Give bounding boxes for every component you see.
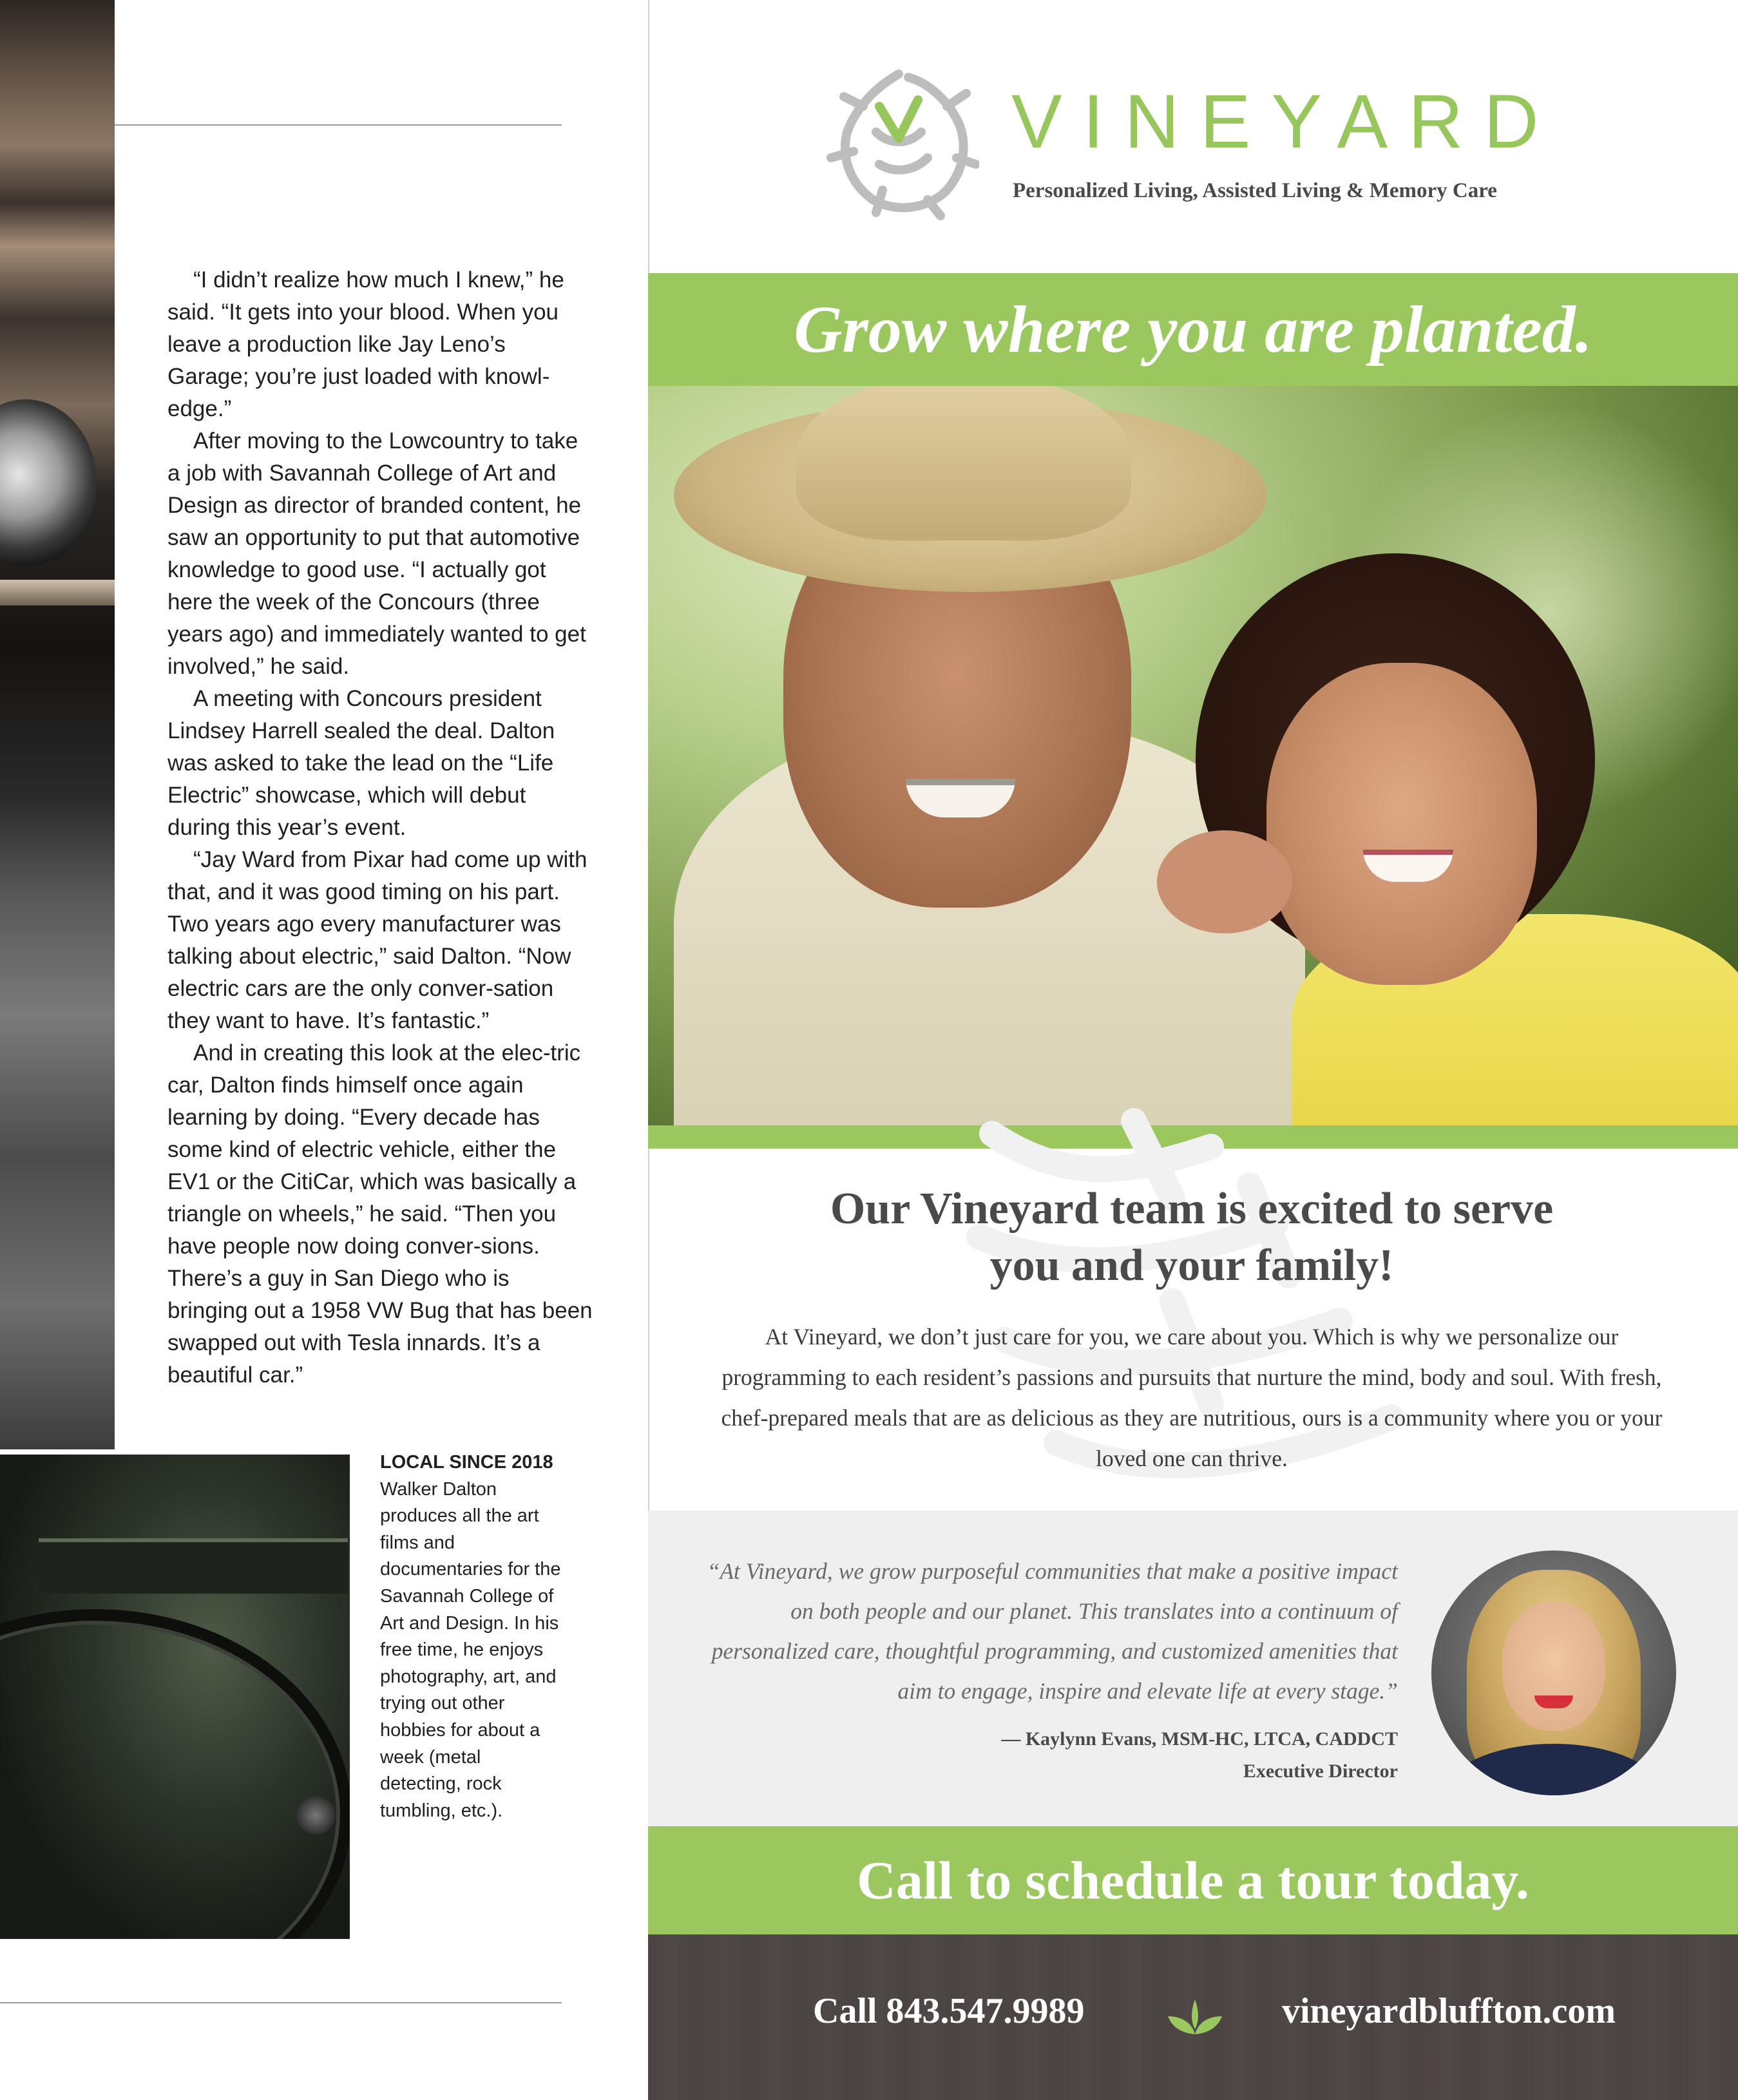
car-chrome-trim <box>0 580 115 606</box>
article-paragraph: After moving to the Lowcountry to take a job with Savannah College of Art and Design as director of branded content, he saw an opportunity to put that automotive knowledge to good use. “I actually got here the week of the Concours (three years ago) and immediately wanted to get involved,” he said. <box>167 428 586 679</box>
testimonial-attribution <box>837 1723 1398 1788</box>
testimonial-quote: “At Vineyard, we grow purposeful communities that make a positive impact on both people and our planet. This translates into a continuum of personalized care, thoughtful programming, and customized amenities that aim to engage, inspire and elevate life at every stage.” <box>707 1558 1398 1704</box>
couple-photo <box>648 386 1738 1125</box>
bottom-rule <box>0 2002 562 2003</box>
straw-hat-crown <box>796 386 1131 540</box>
leaf-sprout-icon <box>1163 1997 1227 2036</box>
article-paragraph: “Jay Ward from Pixar had come up with that, and it was good timing on his part. Two years ago every manufacturer was talking about electric,” said Dalton. “Now electric cars are the only conver-sation they want to have. It’s fantastic.” <box>167 847 587 1033</box>
gear-knob <box>296 1796 335 1835</box>
car-photo <box>0 0 115 1449</box>
brand-name: VINEYARD <box>1011 79 1560 164</box>
article-paragraph: A meeting with Concours president Lindsey Harrell sealed the deal. Dalton was asked to take the lead on the “Life Electric” showcase, which will debut during this year’s event. <box>167 686 555 840</box>
website-link[interactable]: vineyardbluffton.com <box>1282 1991 1616 2031</box>
top-rule <box>115 124 562 126</box>
car-interior-photo <box>0 1455 350 1939</box>
woman-face <box>1266 663 1537 985</box>
article-paragraph: “I didn’t realize how much I knew,” he said. “It gets into your blood. When you leave a production like Jay Leno’s Garage; you’re just loaded with knowl-edge.” <box>167 267 564 421</box>
car-headlight <box>0 399 97 567</box>
ad-body-copy: At Vineyard, we don’t just care for you, we care about you. Which is why we personalize our programming to each resident’s passions and pursuits that nurture the mind, body and soul. With fresh, chef-prepared meals that are as delicious as they are nutritious, ours is a community where you or your loved one can thrive. <box>721 1324 1663 1471</box>
team-heading-line: you and your family! <box>989 1241 1394 1290</box>
dashboard <box>39 1538 348 1594</box>
attribution-name: — Kaylynn Evans, MSM-HC, LTCA, CADDCT <box>1001 1728 1398 1750</box>
article-body <box>167 264 593 1391</box>
ad-headline: Grow where you are planted. <box>794 292 1592 367</box>
caption-text: Walker Dalton produces all the art films and documentaries for the Savannah College of Art and Design. In his free time, he enjoys photography, art, and trying out other hobbies for about a week (metal detecting, rock tumbling, etc.). <box>380 1478 561 1821</box>
caption-lead: LOCAL SINCE 2018 <box>380 1452 553 1473</box>
article-paragraph: And in creating this look at the elec-tric car, Dalton finds himself once again learning by doing. “Every decade has some kind of electric vehicle, either the EV1 or the CitiCar, which was basically a triangle on wheels,” he said. “Then you have people now doing conver-sions. There’s a guy in San Diego who is bringing out a 1958 VW Bug that has been swapped out with Tesla innards. It’s a beautiful car.” <box>167 1040 593 1388</box>
phone-number[interactable]: Call 843.547.9989 <box>813 1991 1085 2031</box>
photo-caption <box>380 1449 567 1824</box>
vine-wreath-icon <box>818 61 979 222</box>
hand-on-shoulder <box>1157 830 1292 933</box>
steering-wheel <box>0 1609 350 1939</box>
director-portrait <box>1431 1551 1676 1795</box>
attribution-title: Executive Director <box>1243 1761 1398 1782</box>
team-heading-line: Our Vineyard team is excited to serve <box>830 1184 1554 1234</box>
cta-text: Call to schedule a tour today. <box>857 1850 1529 1911</box>
team-heading <box>709 1181 1675 1294</box>
portrait-face <box>1502 1602 1605 1731</box>
brand-tagline: Personalized Living, Assisted Living & Memory Care <box>1013 179 1497 202</box>
